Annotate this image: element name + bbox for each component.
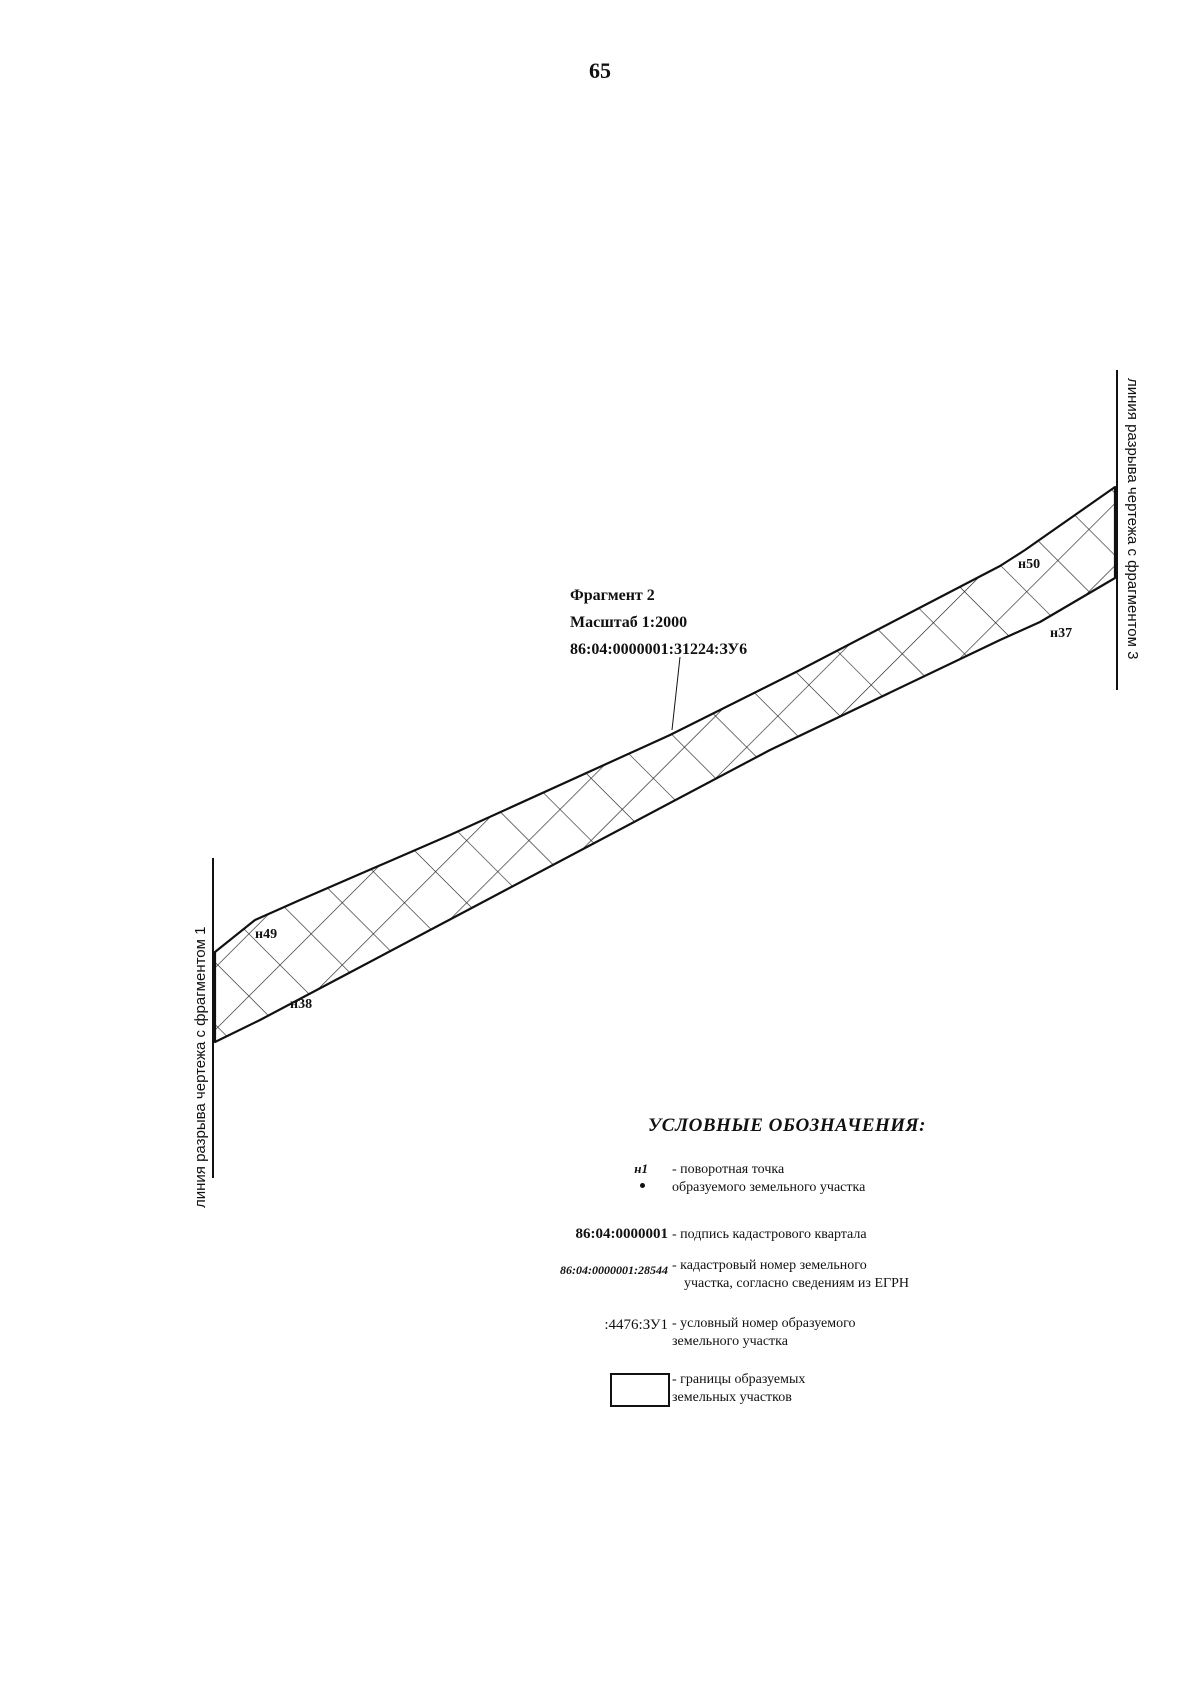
legend-text: - границы образуемых земельных участков <box>672 1372 806 1405</box>
fragment-parcel-id: 86:04:0000001:31224:ЗУ6 <box>570 641 748 658</box>
point-dot-icon <box>640 1183 645 1188</box>
fragment-scale: Масштаб 1:2000 <box>570 614 688 631</box>
legend-text: - кадастровый номер земельного участка, согласно сведениям из ЕГРН <box>672 1258 909 1291</box>
legend-item-cadastral-number <box>560 1257 1040 1297</box>
page-number: 65 <box>589 58 611 83</box>
legend-title: УСЛОВНЫЕ ОБОЗНАЧЕНИЯ: <box>648 1115 926 1136</box>
fragment-title: Фрагмент 2 <box>570 587 655 604</box>
legend-item-quarter <box>560 1221 1040 1261</box>
point-label-n49: н49 <box>255 927 278 942</box>
fragment-leader-line <box>672 657 680 730</box>
point-label-n50: н50 <box>1018 557 1041 572</box>
legend-symbol-point-label: н1 <box>634 1161 648 1176</box>
legend-text: - поворотная точка образуемого земельного участка <box>672 1162 866 1195</box>
legend-item-parcel-boundary <box>560 1371 1040 1411</box>
legend-text: - условный номер образуемого земельного участка <box>672 1316 856 1349</box>
point-label-n38: н38 <box>290 997 313 1012</box>
break-line-label-left: линия разрыва чертежа с фрагментом 1 <box>192 926 209 1208</box>
legend-text: - подпись кадастрового квартала <box>672 1227 867 1242</box>
legend-symbol-conditional-number: :4476:ЗУ1 <box>604 1317 668 1333</box>
point-label-n37: н37 <box>1050 626 1073 641</box>
legend-symbol-cadastral-number: 86:04:0000001:28544 <box>560 1263 668 1277</box>
legend-item-turning-point <box>560 1161 1040 1201</box>
break-line-label-right: линия разрыва чертежа с фрагментом 3 <box>1124 378 1141 660</box>
legend-symbol-quarter: 86:04:0000001 <box>575 1226 668 1242</box>
parcel-boundary <box>215 487 1115 1042</box>
legend-item-conditional-number <box>560 1315 1040 1355</box>
boundary-box-icon <box>610 1373 670 1407</box>
